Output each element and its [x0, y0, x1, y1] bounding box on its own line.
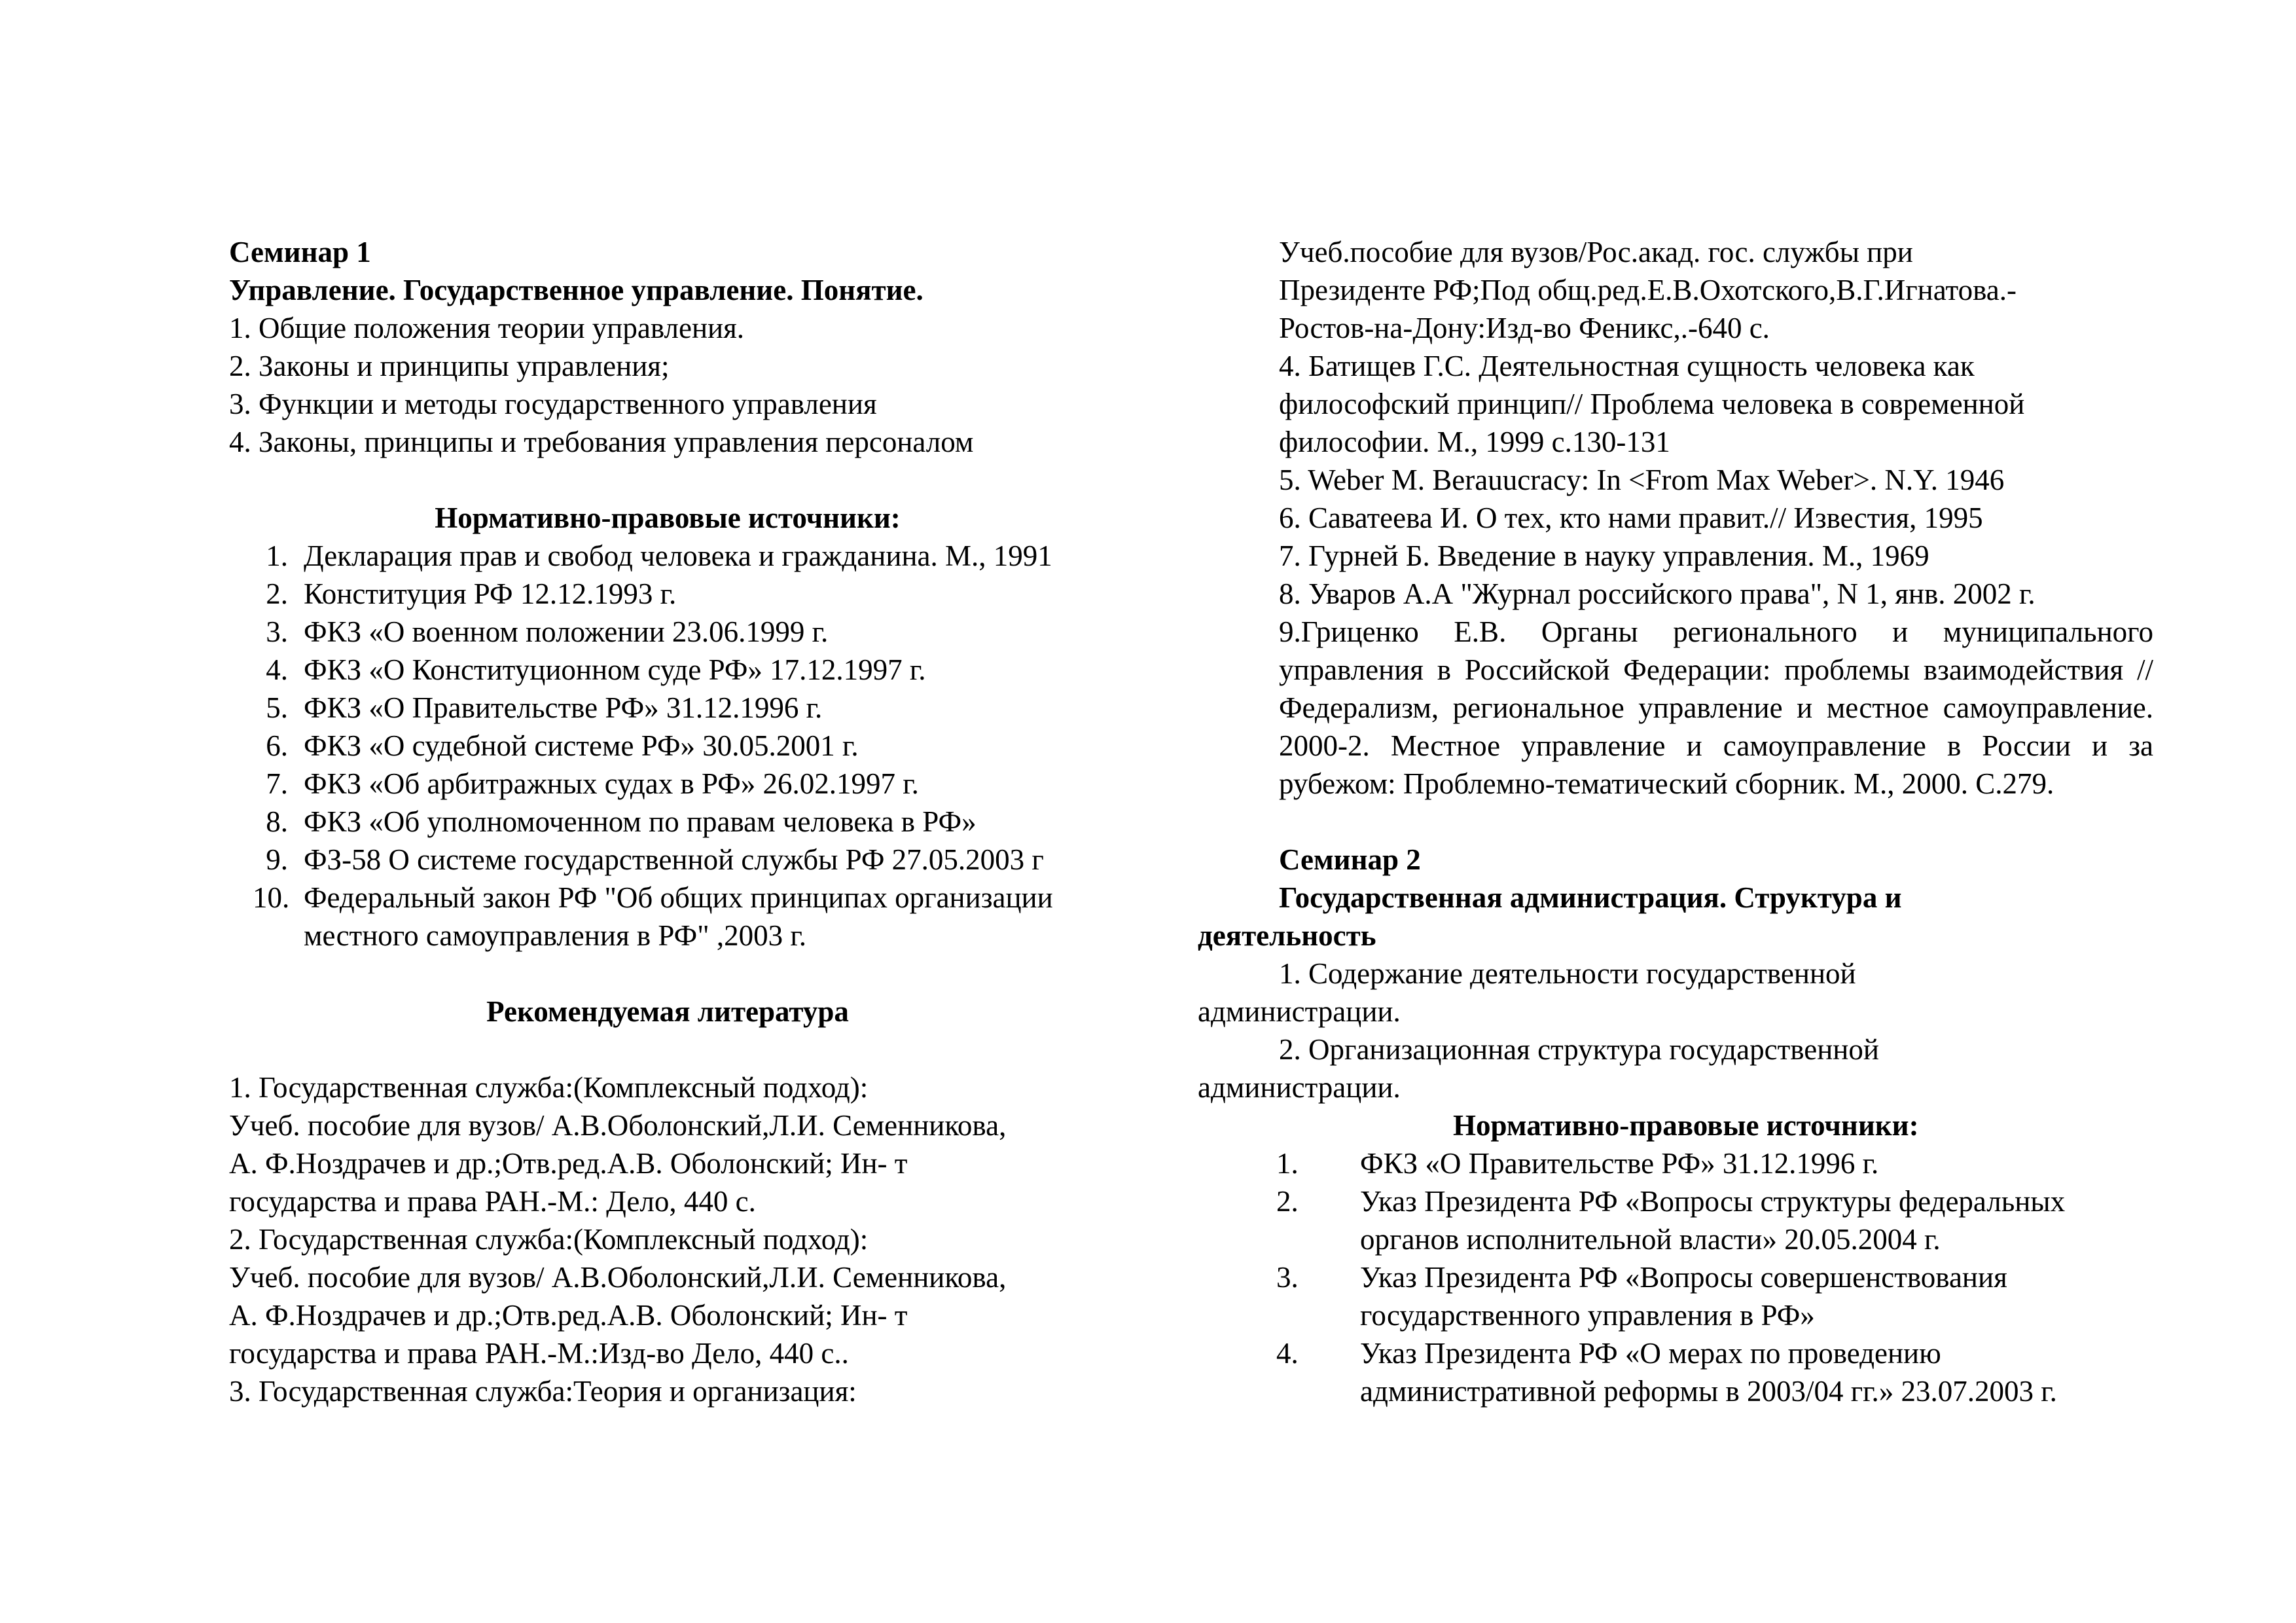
literature-line: А. Ф.Ноздрачев и др.;Отв.ред.А.В. Оболонский; Ин- т	[229, 1147, 908, 1180]
literature-line: Учеб. пособие для вузов/ А.В.Оболонский,Л.И. Семенникова,	[229, 1109, 1007, 1142]
literature-line: философии. М., 1999 с.130-131	[1279, 426, 1670, 458]
seminar-1-topic: 3. Функции и методы государственного управления	[229, 388, 877, 420]
list-item: 1. ФКЗ «О Правительстве РФ» 31.12.1996 г.	[1276, 1147, 1879, 1180]
right-column	[1198, 233, 2153, 1410]
normative-sources-heading: Нормативно-правовые источники:	[1453, 1109, 1919, 1142]
list-item: 2. Конституция РФ 12.12.1993 г.	[266, 577, 677, 610]
list-item: 9. ФЗ-58 О системе государственной службы РФ 27.05.2003 г	[266, 843, 1044, 876]
literature-line: Президенте РФ;Под общ.ред.Е.В.Охотского,В.Г.Игнатова.-	[1279, 274, 2017, 306]
seminar-2-title: Семинар 2	[1279, 843, 1421, 876]
literature-line: государства и права РАН.-М.:Изд-во Дело, 440 с..	[229, 1337, 849, 1370]
list-item: 4. ФКЗ «О Конституционном суде РФ» 17.12.1997 г.	[266, 653, 926, 686]
normative-sources-list	[1198, 1144, 2153, 1410]
seminar-1-topic: 1. Общие положения теории управления.	[229, 312, 745, 344]
literature-line: государства и права РАН.-М.: Дело, 440 с.	[229, 1185, 756, 1218]
literature-line: 4. Батищев Г.С. Деятельностная сущность человека как	[1279, 350, 1975, 382]
seminar-1-subtitle: Управление. Государственное управление. Понятие.	[229, 274, 924, 306]
list-item: 3. ФКЗ «О военном положении 23.06.1999 г.	[266, 615, 829, 648]
seminar-2-topic: 2. Организационная структура государственной	[1279, 1033, 1879, 1066]
literature-item-9: 9.Гриценко Е.В. Органы регионального и муниципального управления в Российской Федерации: проблемы взаимодействия // Федерализм, региональное управление и местное самоуправление. 2000-2. Местное управление и самоуправление в России и за рубежом: Проблемно-тематический сборник. М., 2000. С.279.	[1279, 615, 2153, 800]
list-item: 5. ФКЗ «О Правительстве РФ» 31.12.1996 г.	[266, 691, 823, 724]
literature-line: 3. Государственная служба:Теория и организация:	[229, 1375, 857, 1408]
literature-line: А. Ф.Ноздрачев и др.;Отв.ред.А.В. Оболонский; Ин- т	[229, 1299, 908, 1332]
literature-line: Учеб. пособие для вузов/ А.В.Оболонский,Л.И. Семенникова,	[229, 1261, 1007, 1294]
seminar-1-topic: 2. Законы и принципы управления;	[229, 350, 670, 382]
literature-line: 7. Гурней Б. Введение в науку управления. М., 1969	[1279, 539, 1929, 572]
normative-sources-heading: Нормативно-правовые источники:	[435, 501, 901, 534]
seminar-2-topic-cont: администрации.	[1198, 1071, 1401, 1104]
list-item: 10. Федеральный закон РФ "Об общих принципах организации местного самоуправления в РФ" ,2003 г.	[253, 881, 1053, 952]
literature-heading: Рекомендуемая литература	[486, 995, 849, 1028]
seminar-2-topic-cont: администрации.	[1198, 995, 1401, 1028]
list-item: 8. ФКЗ «Об уполномоченном по правам человека в РФ»	[266, 805, 977, 838]
literature-line: Ростов-на-Дону:Изд-во Феникс,.-640 с.	[1279, 312, 1770, 344]
literature-line: 2. Государственная служба:(Комплексный подход):	[229, 1223, 869, 1256]
left-column	[229, 233, 1106, 1410]
seminar-2-topic: 1. Содержание деятельности государственной	[1279, 957, 1856, 990]
list-item: 4. Указ Президента РФ «О мерах по проведению административной реформы в 2003/04 гг.» 23.07.2003 г.	[1276, 1337, 2057, 1408]
normative-sources-list	[229, 537, 1106, 955]
seminar-2-subtitle: Государственная администрация. Структура и	[1279, 881, 1902, 914]
literature-line: 6. Саватеева И. О тех, кто нами правит.// Известия, 1995	[1279, 501, 1983, 534]
list-item: 6. ФКЗ «О судебной системе РФ» 30.05.2001 г.	[266, 729, 859, 762]
list-item: 1. Декларация прав и свобод человека и гражданина. М., 1991	[266, 539, 1052, 572]
literature-line: философский принцип// Проблема человека в современной	[1279, 388, 2025, 420]
seminar-1-topic: 4. Законы, принципы и требования управления персоналом	[229, 426, 974, 458]
seminar-1-title: Семинар 1	[229, 236, 371, 268]
list-item: 2. Указ Президента РФ «Вопросы структуры федеральных органов исполнительной власти» 20.05.2004 г.	[1276, 1185, 2066, 1256]
seminar-2-subtitle-cont: деятельность	[1198, 919, 1376, 952]
literature-line: 1. Государственная служба:(Комплексный подход):	[229, 1071, 869, 1104]
list-item: 7. ФКЗ «Об арбитражных судах в РФ» 26.02.1997 г.	[266, 767, 919, 800]
list-item: 3. Указ Президента РФ «Вопросы совершенствования государственного управления в РФ»	[1276, 1261, 2007, 1332]
literature-line: 8. Уваров А.А "Журнал российского права", N 1, янв. 2002 г.	[1279, 577, 2036, 610]
literature-line: 5. Weber M. Berauucracy: In <From Max Weber>. N.Y. 1946	[1279, 464, 2005, 496]
literature-line: Учеб.пособие для вузов/Рос.акад. гос. службы при	[1279, 236, 1913, 268]
